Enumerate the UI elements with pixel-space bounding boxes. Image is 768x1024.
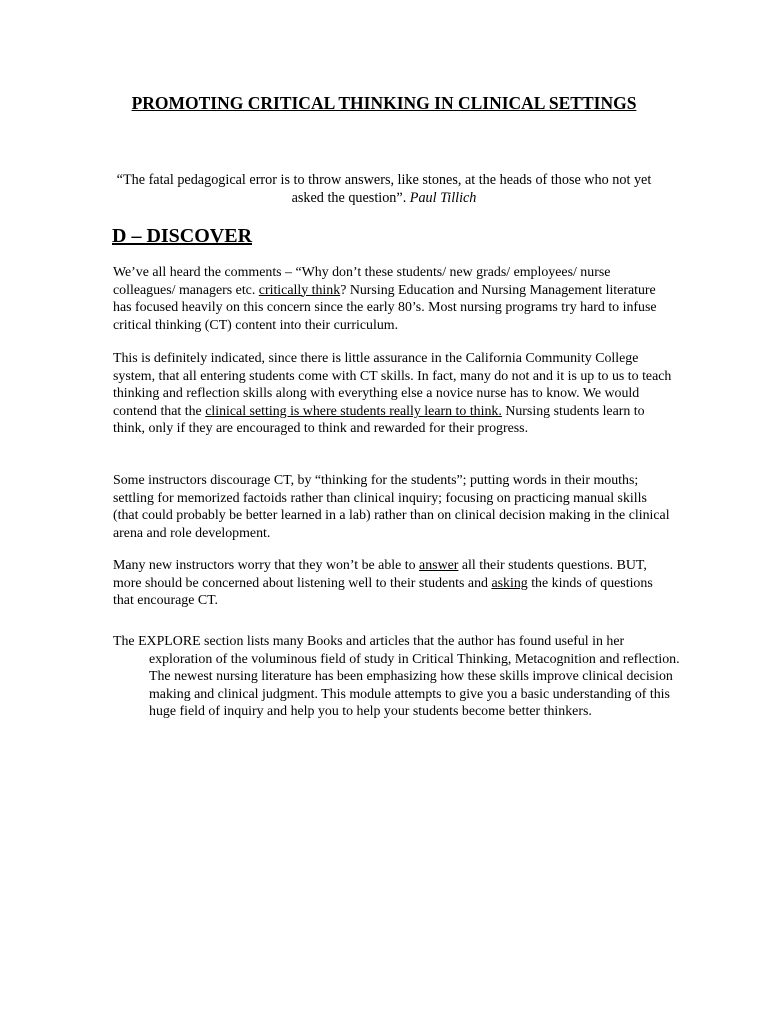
- paragraph-4: [113, 557, 673, 610]
- p4-text-c: the kinds of questions that encourage CT.: [113, 575, 653, 609]
- p4-text-a: Many new instructors worry that they won’t be able to: [113, 558, 420, 573]
- epigraph-quote: [112, 171, 656, 207]
- document-title: PROMOTING CRITICAL THINKING IN CLINICAL SETTINGS: [131, 93, 637, 113]
- paragraph-3: Some instructors discourage CT, by “thinking for the students”; putting words in their mouths; settling for memorized factoids rather than clinical inquiry; focusing on practicing manual skills (that could probably be better learned in a lab) rather than on clinical decision making in the clinical arena and role development.: [113, 473, 670, 541]
- p2-text-a: This is definitely indicated, since there is little assurance in the California Community College system, that all entering students come with CT skills. In fact, many do not and it is up to us to teach thinking and reflection skills along with everything else a novice nurse has to know. We would contend that the: [113, 351, 672, 419]
- paragraph-5: The EXPLORE section lists many Books and articles that the author has found useful in her exploration of the voluminous field of study in Critical Thinking, Metacognition and reflection. The newest nursing literature has been emphasizing how these skills improve clinical decision making and clinical judgment. This module attempts to give you a basic understanding of this huge field of inquiry and help you to help your students become better thinkers.: [113, 634, 680, 720]
- paragraph-1: [113, 264, 673, 334]
- p4-underlined-answer: answer: [419, 558, 459, 573]
- p1-text-b: ? Nursing Education and Nursing Management literature has focused heavily on this concern since the early 80’s. Most nursing programs try hard to infuse critical thinking (CT) content into their curriculum.: [113, 282, 657, 333]
- quote-text: “The fatal pedagogical error is to throw answers, like stones, at the heads of those who not yet asked the question”.: [116, 172, 652, 206]
- section-heading: D – DISCOVER: [112, 225, 253, 247]
- p1-underlined-phrase: critically think: [258, 282, 341, 298]
- p2-underlined-phrase: clinical setting is where students really learn to think.: [205, 403, 502, 419]
- p1-text-a: We’ve all heard the comments – “Why don’t these students/ new grads/ employees/ nurse colleagues/ managers etc.: [113, 265, 611, 298]
- quote-author: Paul Tillich: [409, 190, 477, 206]
- p4-underlined-asking: asking: [491, 575, 528, 591]
- p4-text-b: all their students questions. BUT, more should be concerned about listening well to their students and: [113, 558, 647, 591]
- paragraph-2: [113, 350, 673, 438]
- p2-text-b: Nursing students learn to think, only if they are encouraged to think and rewarded for their progress.: [113, 403, 645, 437]
